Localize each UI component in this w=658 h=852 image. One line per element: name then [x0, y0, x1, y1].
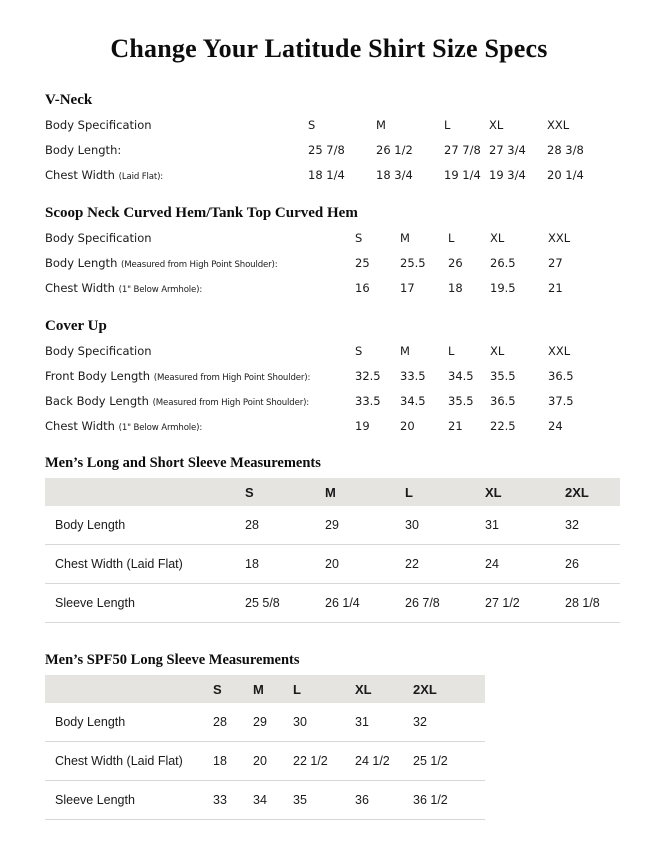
- spec-value: 16: [355, 281, 370, 295]
- size-header-l: L: [444, 118, 451, 132]
- cell-value: 33: [213, 781, 253, 820]
- row-label: Sleeve Length: [45, 781, 213, 820]
- cell-value: 18: [245, 545, 325, 584]
- cell-value: 24: [485, 545, 565, 584]
- row-label: Chest Width (Laid Flat): [45, 742, 213, 781]
- section-heading: V-Neck: [45, 92, 93, 108]
- spec-row: [45, 143, 584, 168]
- size-header-s: S: [355, 231, 363, 245]
- cell-value: 32: [565, 518, 579, 532]
- cell-value: 28: [245, 518, 259, 532]
- cell-value: 29: [253, 715, 267, 729]
- cell-value: 20: [325, 545, 405, 584]
- spec-value: 22.5: [490, 419, 516, 433]
- row-label: Body Length: [55, 518, 126, 532]
- cell-value: 18: [213, 742, 253, 781]
- spec-row: [45, 256, 563, 281]
- spec-value: 32.5: [355, 369, 381, 383]
- spec-value: 35.5: [490, 369, 516, 383]
- spec-row: [45, 168, 584, 193]
- section-cover-up: [45, 318, 574, 444]
- row-label: Chest Width (Laid Flat): [45, 545, 245, 584]
- size-header-xl: XL: [490, 344, 505, 358]
- spec-row-label: Chest Width (1" Below Armhole):: [45, 419, 203, 433]
- cell-value: 25 1/2: [413, 742, 485, 781]
- spec-value: 33.5: [400, 369, 426, 383]
- cell-value: 34: [253, 781, 293, 820]
- column-header-l: L: [293, 675, 355, 703]
- spec-value: 27 3/4: [489, 143, 526, 157]
- cell-value: 30: [405, 518, 419, 532]
- spec-header-row: [45, 344, 571, 369]
- spec-value: 36.5: [490, 394, 516, 408]
- spec-column-label: Body Specification: [45, 231, 152, 245]
- column-header-xl: XL: [485, 478, 565, 506]
- page-title: Change Your Latitude Shirt Size Specs: [110, 34, 548, 63]
- spec-value: 36.5: [548, 369, 574, 383]
- column-header-m: M: [325, 478, 405, 506]
- cell-value: 31: [355, 715, 369, 729]
- section-scoop-neck: [45, 205, 571, 306]
- size-header-m: M: [376, 118, 386, 132]
- mens-spf50-long-sleeve-table: [45, 675, 485, 820]
- column-header-blank: [45, 675, 213, 703]
- size-header-m: M: [400, 344, 410, 358]
- size-header-s: S: [308, 118, 316, 132]
- spec-row-label: Body Length (Measured from High Point Shoulder):: [45, 256, 278, 270]
- cell-value: 30: [293, 715, 307, 729]
- cell-value: 31: [485, 518, 499, 532]
- spec-value: 17: [400, 281, 415, 295]
- table-row: [45, 781, 485, 820]
- spec-column-label: Body Specification: [45, 118, 152, 132]
- cell-value: 22 1/2: [293, 742, 355, 781]
- spec-row-label: Chest Width (Laid Flat):: [45, 168, 164, 182]
- section-heading: Scoop Neck Curved Hem/Tank Top Curved Hem: [45, 205, 358, 221]
- cell-value: 36: [355, 781, 413, 820]
- size-header-xl: XL: [489, 118, 504, 132]
- spec-value: 33.5: [355, 394, 381, 408]
- size-header-l: L: [448, 231, 455, 245]
- spec-value: 27: [548, 256, 563, 270]
- spec-value: 18: [448, 281, 463, 295]
- size-header-xl: XL: [490, 231, 505, 245]
- spec-value: 34.5: [400, 394, 426, 408]
- column-header-2xl: 2XL: [413, 675, 485, 703]
- row-label: Body Length: [55, 715, 126, 729]
- table-row: [45, 703, 485, 742]
- table-block-mens-spf50-long-sleeve: [45, 652, 485, 820]
- spec-value: 25: [355, 256, 370, 270]
- spec-value: 26: [448, 256, 463, 270]
- table-row: [45, 742, 485, 781]
- spec-header-row: [45, 118, 570, 143]
- column-header-2xl: 2XL: [565, 478, 620, 506]
- size-header-m: M: [400, 231, 410, 245]
- cell-value: 25 5/8: [245, 584, 325, 623]
- mens-long-short-sleeve-table: [45, 478, 620, 623]
- section-heading: Cover Up: [45, 318, 107, 334]
- cell-value: 28 1/8: [565, 584, 620, 623]
- table-row: [45, 506, 620, 545]
- size-header-xxl: XXL: [548, 344, 571, 358]
- spec-row-label: Chest Width (1" Below Armhole):: [45, 281, 203, 295]
- spec-value: 26.5: [490, 256, 516, 270]
- spec-header-row: [45, 231, 571, 256]
- column-header-m: M: [253, 675, 293, 703]
- cell-value: 32: [413, 715, 427, 729]
- spec-value: 19: [355, 419, 370, 433]
- spec-value: 25.5: [400, 256, 426, 270]
- cell-value: 26 7/8: [405, 584, 485, 623]
- spec-value: 25 7/8: [308, 143, 345, 157]
- cell-value: 29: [325, 518, 339, 532]
- spec-row: [45, 369, 574, 394]
- spec-value: 34.5: [448, 369, 474, 383]
- cell-value: 35: [293, 781, 355, 820]
- cell-value: 36 1/2: [413, 781, 485, 820]
- size-header-xxl: XXL: [547, 118, 570, 132]
- cell-value: 27 1/2: [485, 584, 565, 623]
- column-header-s: S: [213, 675, 253, 703]
- column-header-s: S: [245, 478, 325, 506]
- table-header-row: [45, 478, 620, 506]
- spec-value: 20 1/4: [547, 168, 584, 182]
- section-v-neck: [45, 92, 584, 193]
- spec-value: 19.5: [490, 281, 516, 295]
- cell-value: 20: [253, 742, 293, 781]
- spec-value: 19 1/4: [444, 168, 481, 182]
- spec-value: 26 1/2: [376, 143, 413, 157]
- spec-row: [45, 394, 574, 419]
- size-header-s: S: [355, 344, 363, 358]
- spec-row-label: Front Body Length (Measured from High Point Shoulder):: [45, 369, 311, 383]
- table-title: Men’s SPF50 Long Sleeve Measurements: [45, 652, 300, 668]
- spec-row: [45, 281, 563, 306]
- spec-value: 24: [548, 419, 563, 433]
- size-header-l: L: [448, 344, 455, 358]
- size-header-xxl: XXL: [548, 231, 571, 245]
- spec-value: 27 7/8: [444, 143, 481, 157]
- cell-value: 26 1/4: [325, 584, 405, 623]
- cell-value: 22: [405, 545, 485, 584]
- spec-row-label: Body Length:: [45, 143, 122, 157]
- spec-column-label: Body Specification: [45, 344, 152, 358]
- spec-value: 37.5: [548, 394, 574, 408]
- spec-value: 21: [448, 419, 463, 433]
- column-header-blank: [45, 478, 245, 506]
- spec-value: 28 3/8: [547, 143, 584, 157]
- spec-value: 19 3/4: [489, 168, 526, 182]
- spec-value: 18 3/4: [376, 168, 413, 182]
- spec-value: 35.5: [448, 394, 474, 408]
- table-block-mens-long-short-sleeve: [45, 455, 620, 623]
- cell-value: 24 1/2: [355, 742, 413, 781]
- column-header-l: L: [405, 478, 485, 506]
- spec-row: [45, 419, 563, 444]
- table-title: Men’s Long and Short Sleeve Measurements: [45, 455, 321, 471]
- spec-value: 20: [400, 419, 415, 433]
- row-label: Sleeve Length: [45, 584, 245, 623]
- cell-value: 28: [213, 715, 227, 729]
- spec-value: 21: [548, 281, 563, 295]
- table-row: [45, 545, 620, 584]
- spec-value: 18 1/4: [308, 168, 345, 182]
- table-header-row: [45, 675, 485, 703]
- column-header-xl: XL: [355, 675, 413, 703]
- spec-row-label: Back Body Length (Measured from High Point Shoulder):: [45, 394, 310, 408]
- cell-value: 26: [565, 545, 620, 584]
- table-row: [45, 584, 620, 623]
